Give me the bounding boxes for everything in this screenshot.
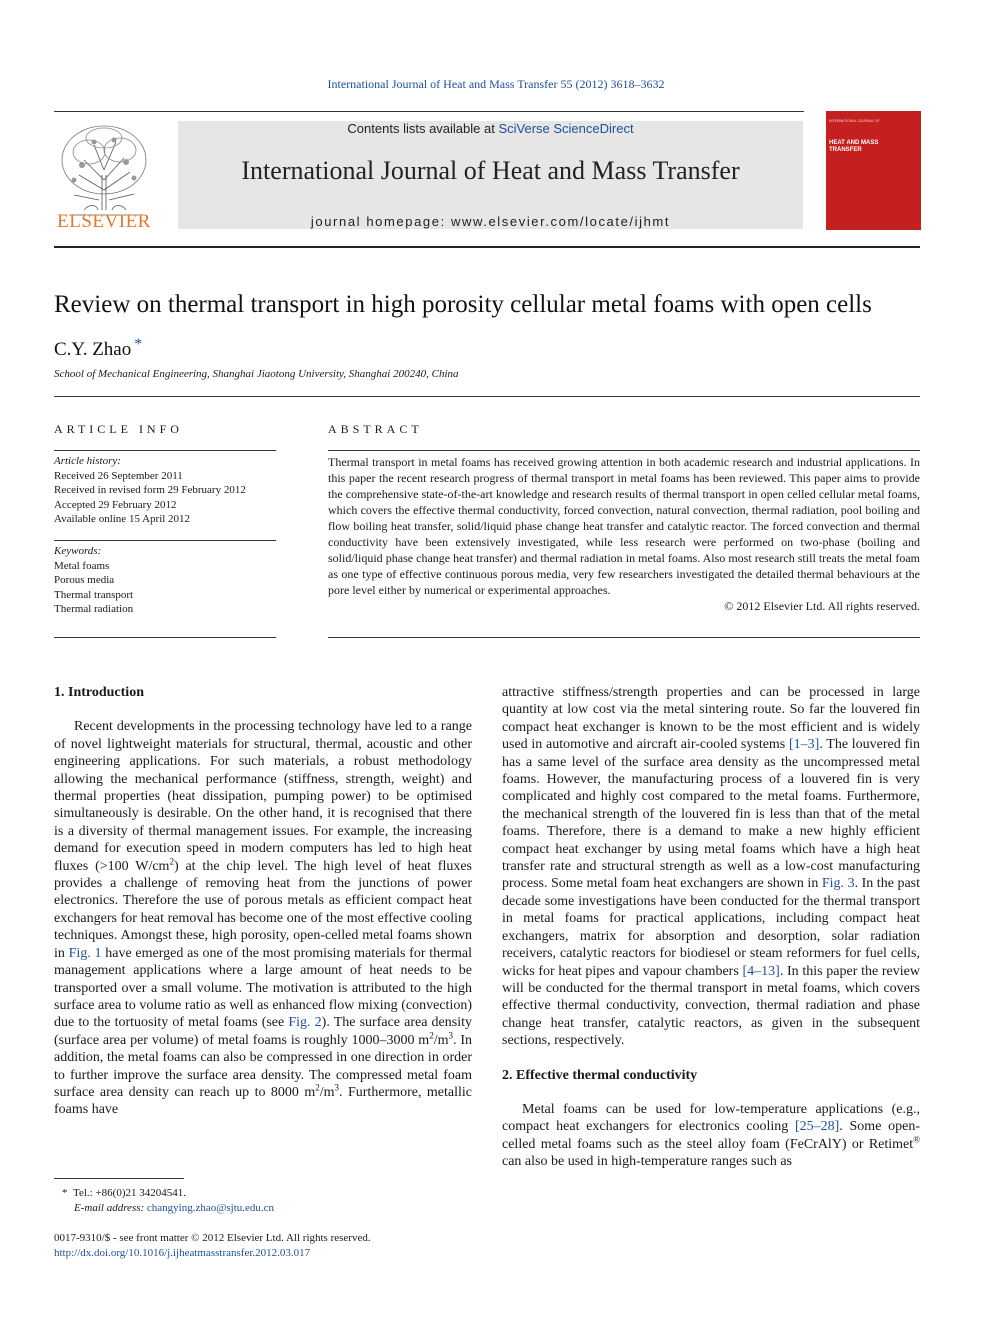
keyword-item: Metal foams — [54, 559, 110, 572]
body-left-column — [54, 684, 472, 1119]
history-online: Available online 15 April 2012 — [54, 513, 191, 525]
contents-line — [178, 121, 803, 136]
cover-small-text: INTERNATIONAL JOURNAL OF — [829, 119, 880, 123]
doi-link[interactable]: http://dx.doi.org/10.1016/j.ijheatmasstransfer.2012.03.017 — [54, 1246, 311, 1259]
keyword-item: Thermal radiation — [54, 603, 134, 615]
header-bottom-rule — [54, 246, 920, 248]
footnote-tel: * Tel.: +86(0)21 34204541. — [62, 1187, 186, 1199]
keyword-item: Porous media — [54, 574, 115, 586]
ref-4-13-link[interactable]: [4–13] — [742, 963, 780, 979]
article-title: Review on thermal transport in high porosity cellular metal foams with open cells — [54, 291, 872, 318]
sciencedirect-link[interactable]: SciVerse ScienceDirect — [498, 121, 634, 136]
footnote-rule — [54, 1178, 184, 1179]
cover-title: HEAT AND MASS TRANSFER — [829, 140, 879, 153]
keywords-block — [54, 544, 133, 617]
abstract-text-block — [328, 454, 920, 614]
keywords-rule — [54, 540, 276, 541]
journal-reference[interactable]: International Journal of Heat and Mass Transfer 55 (2012) 3618–3632 — [327, 77, 665, 91]
history-accepted: Accepted 29 February 2012 — [54, 498, 177, 511]
footnote — [54, 1186, 274, 1215]
abstract-rule — [328, 450, 920, 451]
fig1-link[interactable]: Fig. 1 — [68, 945, 102, 961]
keyword-item: Thermal transport — [54, 588, 134, 601]
history-revised: Received in revised form 29 February 2012 — [54, 484, 246, 496]
ref-25-28-link[interactable]: [25–28] — [794, 1119, 840, 1135]
author-name: C.Y. Zhao — [54, 339, 132, 360]
email-link[interactable]: changying.zhao@sjtu.edu.cn — [146, 1201, 275, 1214]
body-right-column — [502, 684, 920, 1171]
keywords-label: Keywords: — [54, 545, 102, 557]
abstract-text: Thermal transport in metal foams has received growing attention in both academic research and industrial applications. In this paper the recent research progress of thermal transport in metal foams has been reviewed. This paper aims to provide the comprehensive state-of-the-art knowledge and research results of thermal transport in open celled cellular metal foams, which covers the effective thermal conductivity, forced convection, natural convection, thermal radiation, pool boiling and flow boiling heat transfer, solid/liquid phase change heat transfer and catalytic reactor. The forced convection and thermal conductivity have been extensively investigated, while less research were performed on two-phase (boiling and solid/liquid phase change heat transfer) and thermal radiation in metal foams. Also most research still treats the metal foam as one type of effective continuous porous media, very few researchers investigated the detailed thermal behaviours at the pore level either by numerical or experimental approaches. — [328, 455, 920, 597]
journal-cover-image — [826, 111, 921, 230]
article-info-rule — [54, 450, 276, 451]
journal-homepage[interactable]: journal homepage: www.elsevier.com/locate/ijhmt — [310, 214, 671, 229]
header-rule — [54, 111, 804, 112]
issn-block — [54, 1231, 371, 1260]
abstract-copyright: © 2012 Elsevier Ltd. All rights reserved. — [724, 599, 920, 613]
intro-paragraph: Recent developments in the processing technology have led to a range of novel lightweight materials for structural, thermal, acoustic and other engineering applications. For such materials, a robust methodology allowing the mechanical performance (stiffness, strength, weight) and thermal properties (heat dissipation, pumping power) to be optimised simultaneously is desirable. On the other hand, it is recognised that there is a diversity of thermal management issues. For example, the increasing demand for execution speed in modern computers has led to high heat fluxes (>100 $W/cm^2$) at the chip level. The high level of heat fluxes provides a challenge of removing heat from the junctions of power electronics. Therefore the use of porous metals as efficient compact heat exchangers for heat removal has become one of the most effective cooling techniques. Amongst these, high porosity, open-celled metal foams shown in Fig. 1 have emerged as one of the most promising materials for thermal management applications where a large amount of heat needs to be transported over a small volume. The motivation is attributed to the high surface area to volume ratio as well as enhanced flow mixing (convection) due to the tortuosity of metal foams (see Fig. 2). The surface area density (surface area per volume) of metal foams is roughly 1000–3000 $m^2/m^3$. In addition, the metal foams can also be compressed in one direction in order to further improve the surface area density. The compressed metal foam surface area density can reach up to 8000 $m^2/m^3$. Furthermore, metallic foams have — [54, 719, 473, 1118]
journal-title: International Journal of Heat and Mass Transfer — [241, 156, 740, 185]
history-received: Received 26 September 2011 — [54, 469, 183, 482]
contents-prefix: Contents lists available at — [347, 121, 499, 136]
abstract-bottom-rule — [328, 637, 920, 638]
article-info-bottom-rule — [54, 637, 276, 638]
intro-paragraph-continued: attractive stiffness/strength properties and can be processed in large quantity at low cost via the metal sintering route. So far the louvered fin compact heat exchanger is known to be the most efficient and is widely used in automotive and aircraft air-cooled systems [1–3]. The louvered fin has a same level of the surface area density as the uncompressed metal foams. However, the manufacturing process of a louvered fin is very complicated and highly cost compared to the metal foams. Furthermore, the mechanical strength of the louvered fin is less than that of the metal foams. Therefore, there is a demand to make a new highly efficient compact heat exchanger by using metal foams which have a high heat transfer rate and structural strength as well as a low-cost manufacturing process. Some metal foam heat exchangers are shown in Fig. 3. In the past decade some investigations have been conducted for the thermal transport in metal foams for practical applications, including compact heat exchangers, matrix for absorption and desorption, solar radiation receivers, catalytic reactors for biodiesel or steam reformers for fuel cells, wicks for heat pipes and vapour chambers [4–13]. In this paper the review will be conducted for the thermal transport in metal foams, which covers effective thermal conductivity, convection, thermal radiation and phase change heat transfer, catalytic reactors, as given in the subsequent sections, respectively. — [502, 685, 921, 1049]
title-rule — [54, 396, 920, 397]
publisher-logo-text: ELSEVIER — [57, 211, 151, 232]
author-line — [54, 336, 142, 361]
section-2-paragraph: Metal foams can be used for low-temperature applications (e.g., compact heat exchangers for electronics cooling [25–28]. Some open-celled metal foams such as the steel alloy foam (FeCrAlY) or Retimet® can also be used in high-temperature ranges such as — [502, 1101, 920, 1170]
article-history — [54, 454, 246, 527]
history-label: Article history: — [54, 455, 121, 467]
footnote-email: E-mail address: changying.zhao@sjtu.edu.cn — [74, 1201, 275, 1214]
fig2-link[interactable]: Fig. 2 — [288, 1015, 322, 1031]
corresponding-author-mark[interactable]: * — [134, 336, 143, 353]
ref-1-3-link[interactable]: [1–3] — [788, 737, 820, 753]
abstract-heading: ABSTRACT — [328, 422, 423, 436]
fig3-link[interactable]: Fig. 3 — [821, 876, 855, 892]
issn-line: 0017-9310/$ - see front matter © 2012 Elsevier Ltd. All rights reserved. — [54, 1232, 371, 1244]
affiliation: School of Mechanical Engineering, Shanghai Jiaotong University, Shanghai 200240, China — [54, 368, 459, 380]
section-2-heading: 2. Effective thermal conductivity — [502, 1067, 698, 1083]
article-info-heading: ARTICLE INFO — [54, 422, 183, 436]
section-1-heading: 1. Introduction — [54, 685, 144, 700]
